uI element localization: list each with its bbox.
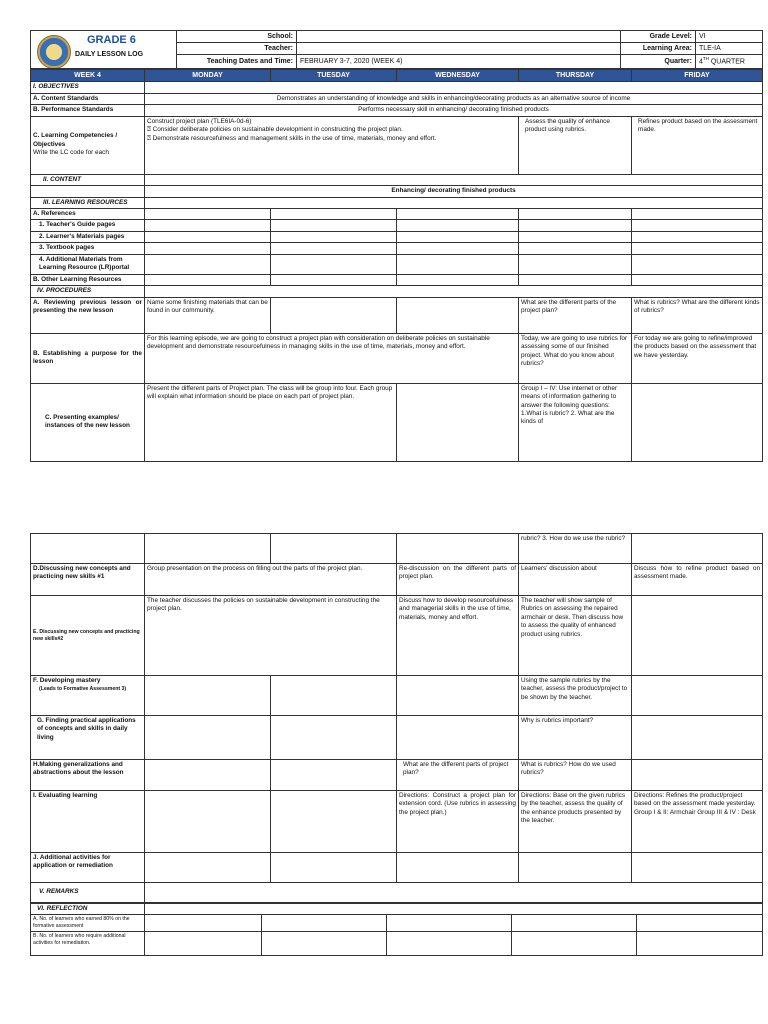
content-standards-label: A. Content Standards	[31, 93, 145, 104]
references-label: A. References	[31, 208, 145, 219]
establishing-purpose-label: B. Establishing a purpose for the lesson	[31, 333, 145, 383]
practical-applications-thursday: Why is rubrics important?	[519, 716, 632, 760]
dates-label: Teaching Dates and Time:	[177, 55, 297, 69]
learning-area-label: Learning Area:	[621, 43, 696, 55]
lc-thursday: Assess the quality of enhance product using rubrics.	[519, 116, 632, 174]
lesson-table-page-2	[30, 533, 763, 903]
content-title: II. CONTENT	[31, 174, 145, 185]
reviewing-monday: Name some finishing materials that can be found in our community.	[145, 297, 271, 333]
learners-materials-label: 2. Learner's Materials pages	[31, 231, 145, 242]
remarks-title: V. REMARKS	[31, 883, 145, 903]
discussing-2-label: E. Discussing new concepts and practicing new skills#2	[31, 596, 145, 676]
additional-activities-label: J. Additional activities for application or remediation	[31, 853, 145, 883]
day-header-row	[31, 70, 763, 82]
objectives-title: I. OBJECTIVES	[31, 82, 145, 93]
lesson-table-page-1	[30, 69, 763, 462]
developing-mastery-label: F. Developing mastery (Leads to Formative Assessment 3)	[31, 676, 145, 716]
learning-competencies-text: Construct project plan (TLE6IA-0d-6) ⍰ Consider deliberate policies on sustainable development in constructing the project plan. ⍰ Demonstrate resourcefulness and management skills in the use of time, materials, money and effort.	[145, 116, 519, 174]
grade-level-label: Grade Level:	[621, 31, 696, 43]
reflection-table	[30, 903, 763, 956]
header-table	[30, 30, 763, 69]
generalizations-wednesday: What are the different parts of project plan?	[397, 760, 519, 791]
reflection-b-label: B. No. of learners who require additional activities for remediation.	[31, 932, 145, 956]
discussing-2-wednesday: Discuss how to develop resourcefulness and managerial skills in the use of time, materials, money and effort.	[397, 596, 519, 676]
textbook-pages-label: 3. Textbook pages	[31, 243, 145, 254]
evaluating-label: I. Evaluating learning	[31, 791, 145, 853]
content-standards-text: Demonstrates an understanding of knowledge and skills in enhancing/decorating products as an alternative source of income	[145, 93, 763, 104]
other-resources-label: B. Other Learning Resources	[31, 274, 145, 285]
reviewing-friday: What is rubrics? What are the different kinds of rubrics?	[632, 297, 763, 333]
generalizations-label: H.Making generalizations and abstractions about the lesson	[31, 760, 145, 791]
evaluating-thursday: Directions: Base on the given rubrics by the teacher, assess the quality of the enhance products presented by the teacher.	[519, 791, 632, 853]
learning-area-value: TLE-IA	[696, 43, 763, 55]
establishing-thursday: Today, we are going to use rubrics for assessing some of our finished project. What do you know about rubrics?	[519, 333, 632, 383]
establishing-purpose-text: For this learning episode, we are going to construct a project plan with consideration on deliberate policies on sustainable development and demonstrate resourcefulness in managing skills in the use of time, materials, money and effort.	[145, 333, 519, 383]
performance-standards-text: Performs necessary skill in enhancing/ decorating finished products	[145, 105, 763, 116]
discussing-1-wednesday: Re-discussion on the different parts of project plan.	[397, 564, 519, 596]
day-thursday: THURSDAY	[519, 70, 632, 82]
establishing-friday: For today we are going to refine/improved the products based on the assessment that we have yesterday.	[632, 333, 763, 383]
dates-value: FEBRUARY 3-7, 2020 (WEEK 4)	[297, 55, 621, 69]
discussing-1-text: Group presentation on the process on filling out the parts of the project plan.	[145, 564, 397, 596]
practical-applications-label: G. Finding practical applications of concepts and skills in daily living	[31, 716, 145, 760]
day-friday: FRIDAY	[632, 70, 763, 82]
procedures-title: IV. PROCEDURES	[31, 286, 145, 297]
reviewing-lesson-label: A. Reviewing previous lesson or presenting the new lesson	[31, 297, 145, 333]
discussing-1-label: D.Discussing new concepts and practicing new skills #1	[31, 564, 145, 596]
teacher-label: Teacher:	[177, 43, 297, 55]
grade-level-value: VI	[696, 31, 763, 43]
additional-materials-label: 4. Additional Materials from Learning Resource (LR)portal	[31, 254, 145, 274]
log-title: DAILY LESSON LOG	[75, 51, 144, 58]
grade-title: GRADE 6	[87, 34, 136, 46]
evaluating-friday: Directions: Refines the product/project based on the assessment made yesterday. Group I & II: Armchair Group III & IV : Desk	[632, 791, 763, 853]
performance-standards-label: B. Performance Standards	[31, 105, 145, 116]
teacher-value	[297, 43, 621, 55]
week-label: WEEK 4	[31, 70, 145, 82]
lesson-log-page-1	[30, 30, 762, 462]
lc-friday: Refines product based on the assessment made.	[632, 116, 763, 174]
teachers-guide-label: 1. Teacher's Guide pages	[31, 220, 145, 231]
presenting-examples-label: C. Presenting examples/ instances of the new lesson	[31, 383, 145, 461]
presenting-thursday-cont: rubric? 3. How do we use the rubric?	[519, 534, 632, 564]
discussing-2-thursday: The teacher will show sample of Rubrics on assessing the repaired armchair or desk. Then discuss how to assess the quality of enhanced product using rubrics.	[519, 596, 632, 676]
reflection-a-label: A. No. of learners who earned 80% on the formative assessment	[31, 915, 145, 932]
reviewing-thursday: What are the different parts of the project plan?	[519, 297, 632, 333]
quarter-label: Quarter:	[621, 55, 696, 69]
school-value	[297, 31, 621, 43]
day-monday: MONDAY	[145, 70, 271, 82]
quarter-value: 4TH QUARTER	[696, 55, 763, 69]
presenting-examples-text: Present the different parts of Project plan. The class will be group into four. Each group will explain what information should be place on each part of project plan.	[145, 383, 397, 461]
learning-competencies-label: C. Learning Competencies / Objectives Write the LC code for each	[31, 116, 145, 174]
evaluating-wednesday: Directions: Construct a project plan for extension cord. (Use rubrics in assessing the project plan.)	[397, 791, 519, 853]
generalizations-thursday: What is rubrics? How do we used rubrics?	[519, 760, 632, 791]
discussing-2-text: The teacher discusses the policies on sustainable development in constructing the project plan.	[145, 596, 397, 676]
lesson-log-page-2	[30, 533, 762, 956]
discussing-1-friday: Discuss how to refine product based on assessment made.	[632, 564, 763, 596]
day-wednesday: WEDNESDAY	[397, 70, 519, 82]
discussing-1-thursday: Learners' discussion about	[519, 564, 632, 596]
reflection-title: VI. REFLECTION	[31, 904, 145, 915]
learning-resources-title: III. LEARNING RESOURCES	[31, 197, 145, 208]
header-logo-cell	[31, 31, 177, 69]
deped-seal-icon	[37, 35, 71, 69]
presenting-thursday: Group I – IV: Use internet or other means of information gathering to answer the following questions: 1.What is rubric? 2. What are the kinds of	[519, 383, 632, 461]
school-label: School:	[177, 31, 297, 43]
day-tuesday: TUESDAY	[271, 70, 397, 82]
developing-mastery-thursday: Using the sample rubrics by the teacher, assess the product/project to be shown by the teacher.	[519, 676, 632, 716]
content-text: Enhancing/ decorating finished products	[145, 186, 763, 197]
